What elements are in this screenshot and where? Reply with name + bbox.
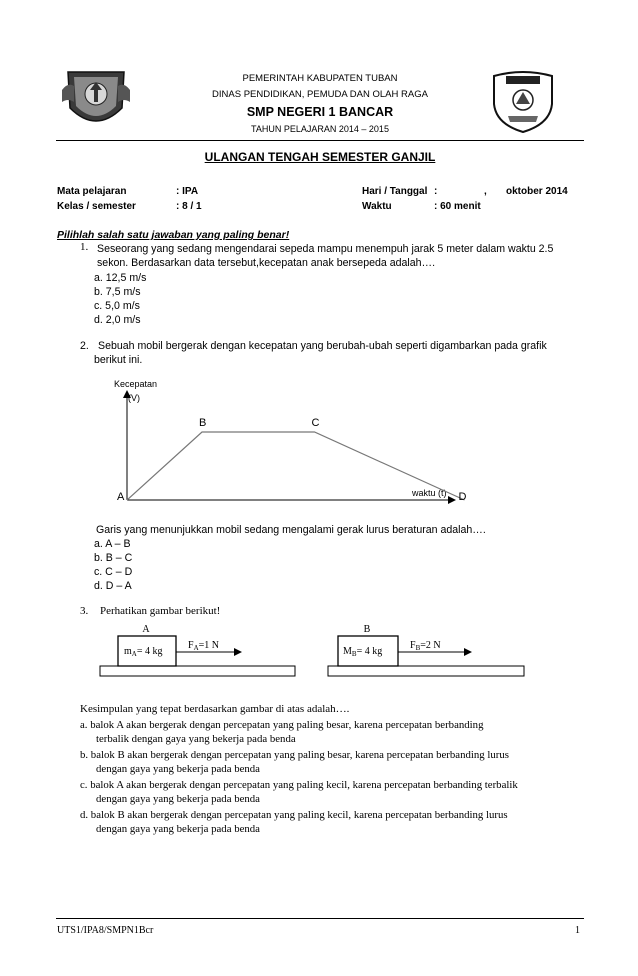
q2-number: 2. xyxy=(80,340,89,352)
svg-text:FB=2 N: $F_B=2$ N xyxy=(410,640,441,652)
q3-option-d-line1: d. balok B akan bergerak dengan percepatan yang paling kecil, karena percepatan berbanding lurus xyxy=(80,809,508,821)
q3-option-b-line1: b. balok B akan bergerak dengan percepatan yang paling besar, karena percepatan berbanding lurus xyxy=(80,749,509,761)
svg-text:mA= 4 kg: $m_A= 4$ kg xyxy=(124,646,163,658)
q2-text-line1: Sebuah mobil bergerak dengan kecepatan yang berubah-ubah seperti digambarkan pada grafik xyxy=(98,340,547,352)
q1-option-c: c. 5,0 m/s xyxy=(94,300,140,312)
class-value: : 8 / 1 xyxy=(176,201,202,212)
q3-option-c-line2: dengan gaya yang bekerja pada benda xyxy=(96,793,260,805)
svg-text:MB= 4 kg: $M_B= 4$ kg xyxy=(343,646,383,658)
time-value: : 60 menit xyxy=(434,201,481,212)
q2-option-a: a. A – B xyxy=(94,538,131,550)
q3-prompt: Perhatikan gambar berikut! xyxy=(100,605,221,617)
school-year: TAHUN PELAJARAN 2014 – 2015 xyxy=(251,124,389,134)
q3-option-d-line2: dengan gaya yang bekerja pada benda xyxy=(96,823,260,835)
point-label-b: B xyxy=(199,417,207,429)
svg-text:FA=1 N: $F_A=1$ N xyxy=(188,640,219,652)
date-comma: , xyxy=(484,186,487,197)
y-axis-label-2: (V) xyxy=(128,393,140,403)
q2-text-line2: berikut ini. xyxy=(94,354,143,366)
date-colon: : xyxy=(434,186,438,197)
velocity-time-chart xyxy=(100,372,480,512)
header-divider xyxy=(56,140,584,141)
q3-option-a-line1: a. balok A akan bergerak dengan percepatan yang paling besar, karena percepatan berbanding xyxy=(80,719,484,731)
block-b-title: B xyxy=(363,624,371,635)
school-emblem xyxy=(488,70,558,134)
class-label: Kelas / semester xyxy=(57,201,136,212)
q1-text-line1: Seseorang yang sedang mengendarai sepeda mampu menempuh jarak 5 meter dalam waktu 2.5 xyxy=(97,243,554,255)
date-value: oktober 2014 xyxy=(506,186,568,197)
q3-option-c-line1: c. balok A akan bergerak dengan percepatan yang paling kecil, karena percepatan berbanding terbalik xyxy=(80,779,518,791)
header-line-1: PEMERINTAH KABUPATEN TUBAN xyxy=(242,73,398,84)
page-number: 1 xyxy=(575,925,580,936)
subject-label: Mata pelajaran xyxy=(57,186,127,197)
instruction: Pilihlah salah satu jawaban yang paling benar! xyxy=(57,229,290,241)
q3-option-a-line2: terbalik dengan gaya yang bekerja pada benda xyxy=(96,733,296,745)
header-line-2: DINAS PENDIDIKAN, PEMUDA DAN OLAH RAGA xyxy=(212,89,428,100)
q2-question: Garis yang menunjukkan mobil sedang mengalami gerak lurus beraturan adalah…. xyxy=(96,524,486,536)
q1-option-d: d. 2,0 m/s xyxy=(94,314,141,326)
q3-question: Kesimpulan yang tepat berdasarkan gambar di atas adalah…. xyxy=(80,703,350,715)
q3-number: 3. xyxy=(80,605,89,617)
date-label: Hari / Tanggal xyxy=(362,186,428,197)
point-label-d: D xyxy=(458,491,467,503)
q2-option-d: d. D – A xyxy=(94,580,132,592)
block-a-title: A xyxy=(142,624,150,635)
subject-value: : IPA xyxy=(176,186,199,197)
q1-text-line2: sekon. Berdasarkan data tersebut,kecepatan anak bersepeda adalah…. xyxy=(97,257,436,269)
q1-option-b: b. 7,5 m/s xyxy=(94,286,141,298)
footer-divider xyxy=(56,918,584,919)
q2-option-c: c. C – D xyxy=(94,566,133,578)
q2-option-b: b. B – C xyxy=(94,552,133,564)
time-label: Waktu xyxy=(362,201,392,212)
point-label-a: A xyxy=(117,491,125,503)
surface-a xyxy=(100,666,295,676)
q1-number: 1. xyxy=(80,241,89,253)
blocks-figure xyxy=(90,620,560,682)
footer-code: UTS1/IPA8/SMPN1Bcr xyxy=(57,925,154,936)
q1-option-a: a. 12,5 m/s xyxy=(94,272,147,284)
surface-b xyxy=(328,666,524,676)
q3-option-b-line2: dengan gaya yang bekerja pada benda xyxy=(96,763,260,775)
x-axis-label: waktu (t) xyxy=(412,488,447,498)
point-label-c: C xyxy=(311,417,320,429)
regency-logo xyxy=(60,68,132,132)
school-name: SMP NEGERI 1 BANCAR xyxy=(246,105,394,119)
exam-title: ULANGAN TENGAH SEMESTER GANJIL xyxy=(204,150,436,164)
y-axis-label-1: Kecepatan xyxy=(114,379,158,389)
